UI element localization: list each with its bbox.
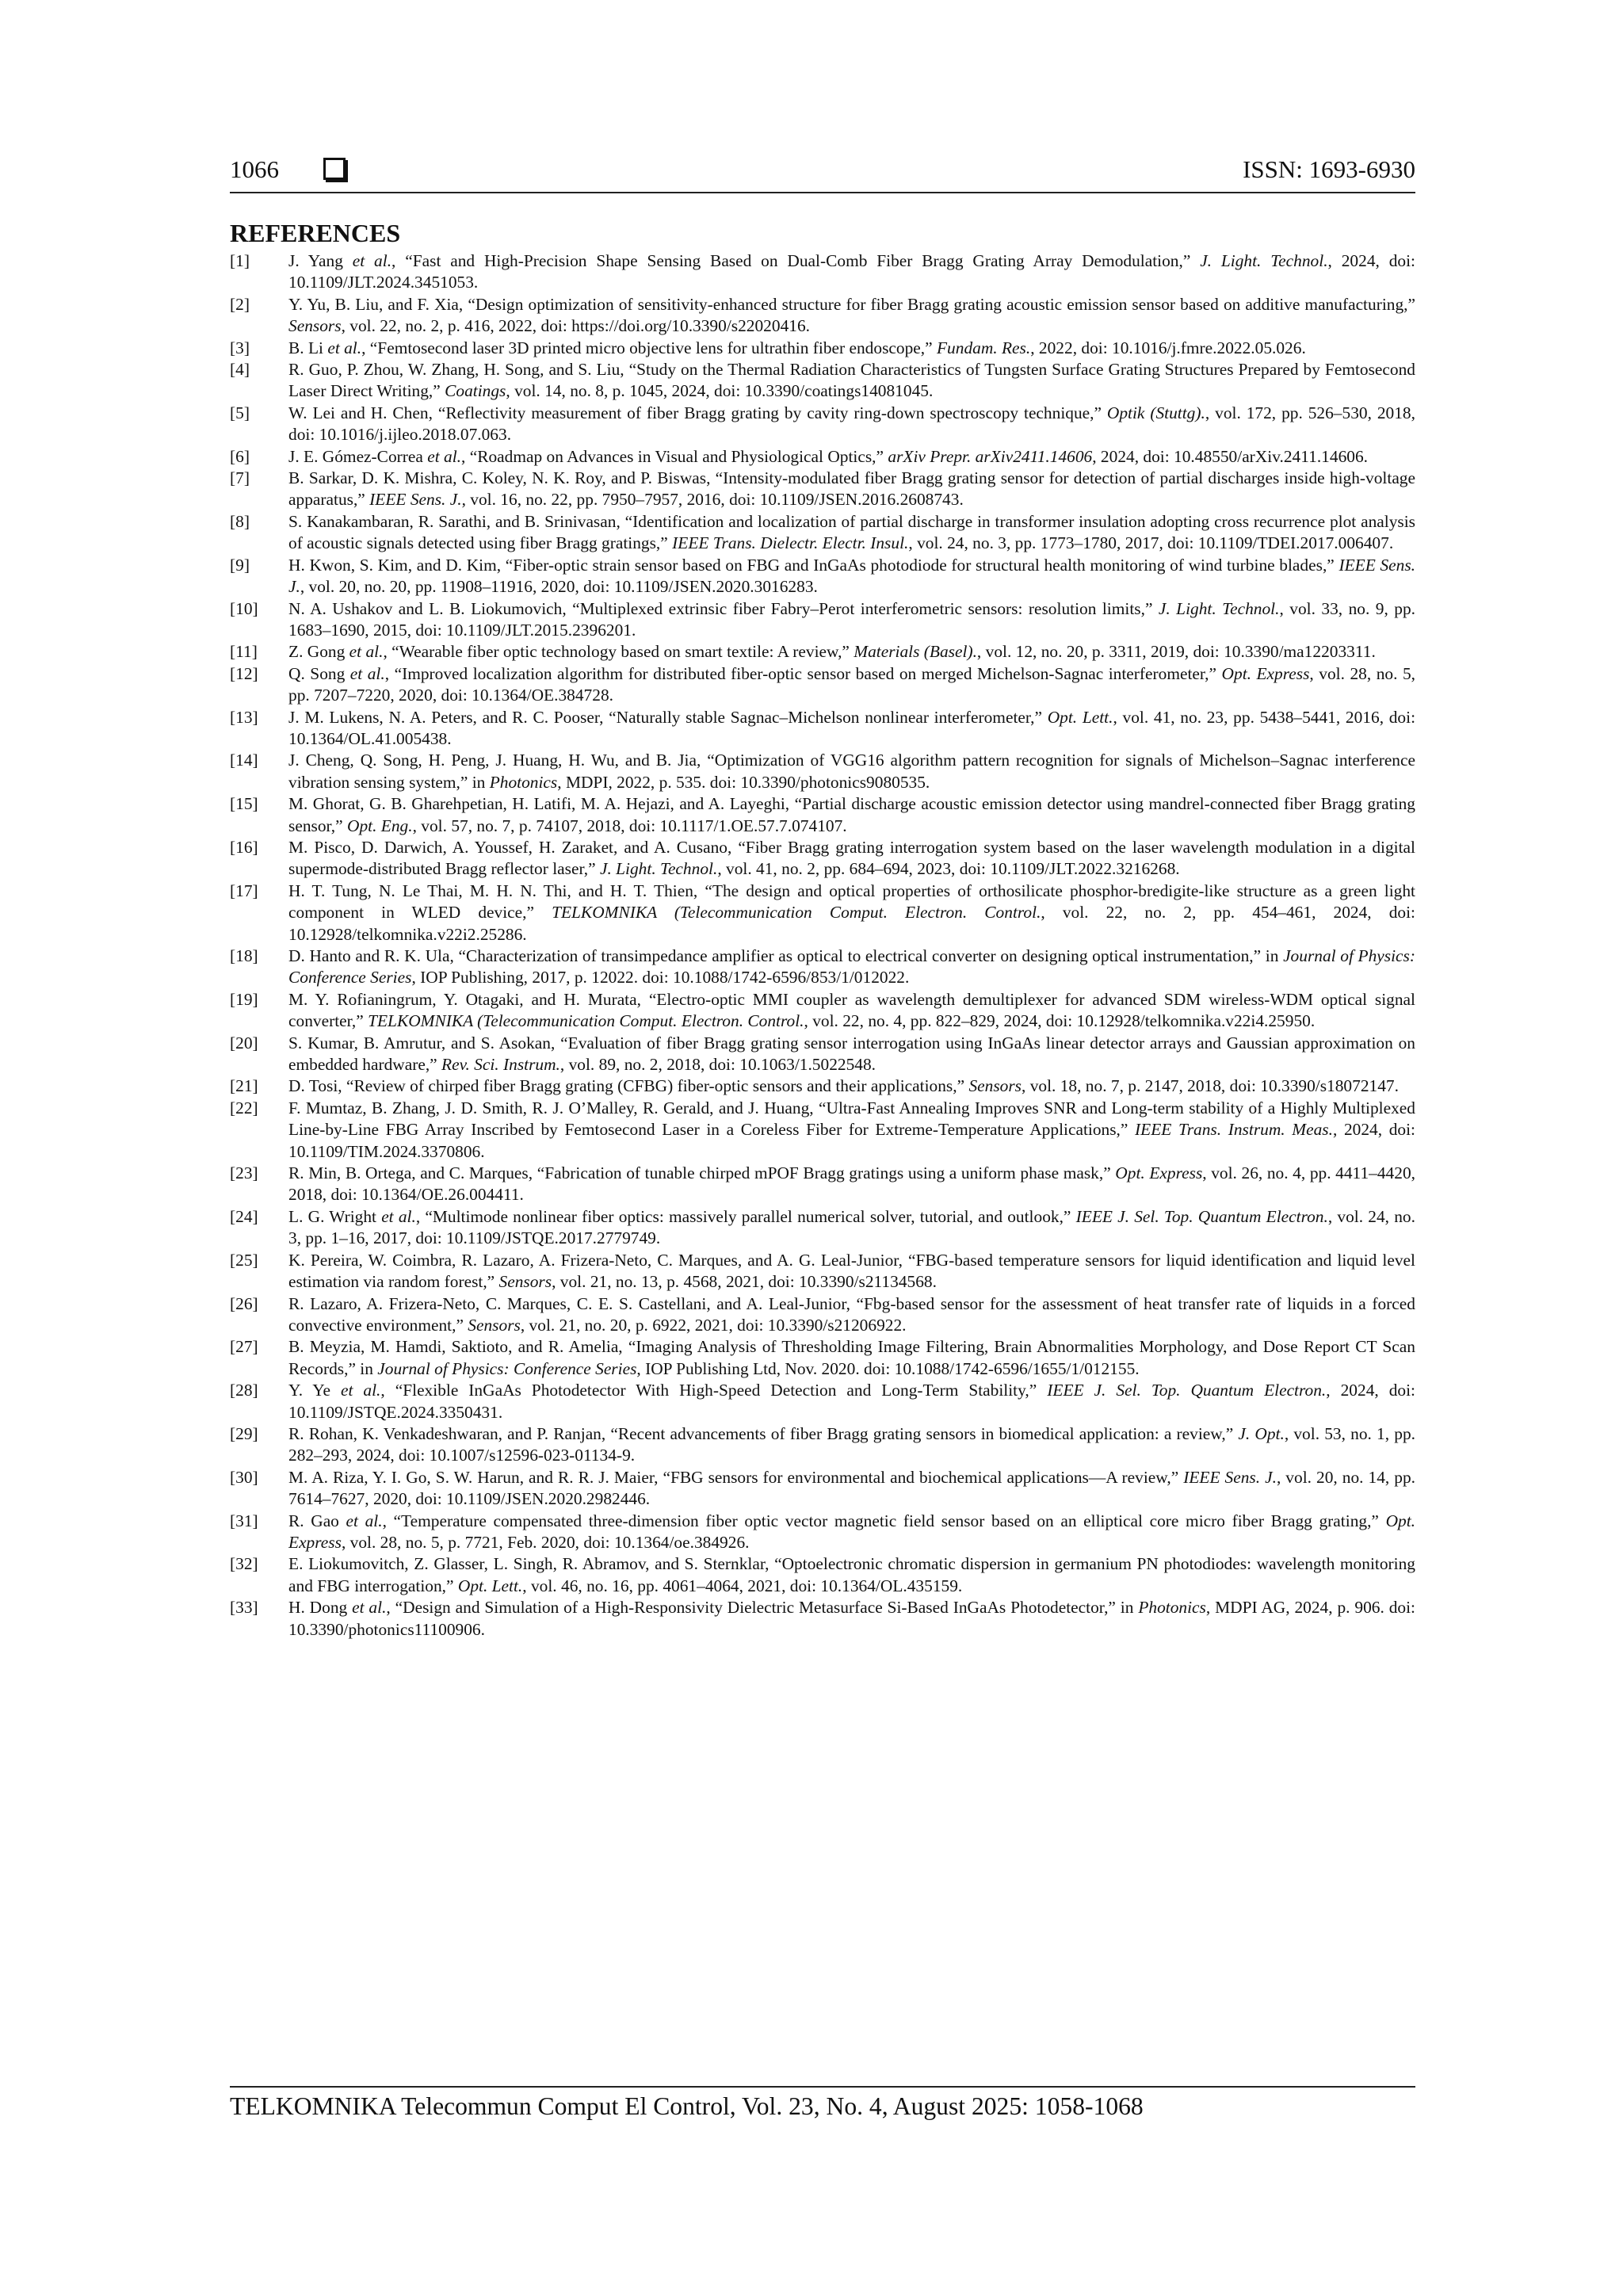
reference-run: S. Kanakambaran, R. Sarathi, and B. Srinivasan, “Identification and localization of partial discharge in transformer insulation adopting cross recurrence plot analysis of acoustic signals detected using fiber Bragg gratings,” [288,511,1415,553]
reference-run: Y. Ye [288,1381,341,1400]
reference-italic-run: IEEE Trans. Instrum. Meas. [1135,1120,1333,1140]
reference-run: E. Liokumovitch, Z. Glasser, L. Singh, R. Abramov, and S. Sternklar, “Optoelectronic chromatic dispersion in germanium PN photodiodes: wavelength monitoring and FBG interrogation,” [288,1554,1415,1595]
reference-run: , “Temperature compensated three-dimension fiber optic vector magnetic field sensor based on an elliptical core micro fiber Bragg grating,” [382,1511,1386,1530]
reference-italic-run: Opt. Express [288,1511,1415,1552]
reference-number: [14] [230,751,258,770]
reference-run: , vol. 89, no. 2, 2018, doi: 10.1063/1.5022548. [559,1055,876,1075]
reference-item [230,750,1415,793]
reference-italic-run: Opt. Eng. [347,816,413,835]
reference-text [288,1250,1415,1293]
reference-text [288,1336,1415,1380]
reference-text [288,1380,1415,1423]
reference-number: [19] [230,989,258,1009]
reference-item [230,1597,1415,1641]
reference-item [230,946,1415,989]
reference-text [288,511,1415,555]
reference-run: , vol. 20, no. 14, pp. 7614–7627, 2020, doi: 10.1109/JSEN.2020.2982446. [288,1467,1415,1509]
reference-number: [9] [230,555,250,575]
reference-run: R. Guo, P. Zhou, W. Zhang, H. Song, and S. Liu, “Study on the Thermal Radiation Characteristics of Tungsten Surface Grating Structures Prepared by Femtosecond Laser Direct Writing,” [288,360,1415,401]
reference-item [230,1467,1415,1511]
reference-italic-run: et al. [346,1511,383,1530]
reference-run: , vol. 12, no. 20, p. 3311, 2019, doi: 10.3390/ma12203311. [976,642,1376,662]
reference-number: [13] [230,707,258,727]
reference-run: , vol. 18, no. 7, p. 2147, 2018, doi: 10.3390/s18072147. [1022,1076,1399,1096]
reference-text [288,1423,1415,1467]
reference-number: [12] [230,663,258,683]
reference-run: , vol. 28, no. 5, p. 7721, Feb. 2020, doi: 10.1364/oe.384926. [341,1532,750,1552]
reference-item [230,555,1415,598]
reference-text [288,989,1415,1033]
reference-number: [16] [230,837,258,857]
reference-italic-run: et al. [352,1598,387,1618]
reference-run: M. Y. Rofianingrum, Y. Otagaki, and H. Murata, “Electro-optic MMI coupler as wavelength demultiplexer for advanced SDM wireless-WDM optical signal converter,” [288,989,1415,1031]
reference-number: [28] [230,1381,258,1400]
reference-number: [23] [230,1163,258,1183]
reference-italic-run: et al. [381,1206,416,1226]
reference-number: [33] [230,1598,258,1618]
reference-italic-run: Coatings [445,381,506,401]
reference-number: [1] [230,251,250,270]
reference-run: , “Fast and High-Precision Shape Sensing Based on Dual-Comb Fiber Bragg Grating Array Demodulation,” [391,251,1201,270]
reference-text [288,555,1415,598]
reference-item [230,663,1415,707]
reference-italic-run: Sensors [968,1076,1022,1096]
reference-run: , vol. 33, no. 9, pp. 1683–1690, 2015, doi: 10.1109/JLT.2015.2396201. [288,598,1415,640]
reference-text [288,707,1415,751]
reference-run: R. Rohan, K. Venkadeshwaran, and P. Ranjan, “Recent advancements of fiber Bragg grating sensors in biomedical application: a review,” [288,1423,1239,1443]
reference-text [288,793,1415,837]
reference-number: [8] [230,511,250,531]
reference-run: , vol. 41, no. 2, pp. 684–694, 2023, doi: 10.1109/JLT.2022.3216268. [717,859,1180,879]
reference-item [230,793,1415,837]
reference-text [288,663,1415,707]
reference-text [288,359,1415,403]
reference-run: Q. Song [288,663,350,683]
reference-run: S. Kumar, B. Amrutur, and S. Asokan, “Evaluation of fiber Bragg grating sensor interrogation using InGaAs linear detector arrays and Gaussian approximation on embedded hardware,” [288,1033,1415,1075]
page-number: 1066 [230,155,279,183]
reference-run: H. T. Tung, N. Le Thai, M. H. N. Thi, and H. T. Thien, “The design and optical properties of orthosilicate phosphor-bredigite-like structure as a green light component in WLED device,” [288,881,1415,923]
reference-run: , vol. 20, no. 20, pp. 11908–11916, 2020, doi: 10.1109/JSEN.2020.3016283. [300,577,818,597]
reference-text [288,1033,1415,1076]
reference-text [288,294,1415,338]
reference-italic-run: IEEE Trans. Dielectr. Electr. Insul. [672,533,909,553]
reference-run: J. E. Gómez-Correa [288,446,428,466]
reference-item [230,1423,1415,1467]
reference-item [230,511,1415,555]
reference-item [230,1098,1415,1163]
reference-text [288,1098,1415,1163]
reference-item [230,403,1415,446]
reference-run: , 2024, doi: 10.1109/TIM.2024.3370806. [288,1120,1415,1161]
reference-run: N. A. Ushakov and L. B. Liokumovich, “Multiplexed extrinsic fiber Fabry–Perot interferometric sensors: resolution limits,” [288,598,1159,618]
reference-run: , “Multimode nonlinear fiber optics: massively parallel numerical solver, tutorial, and outlook,” [415,1206,1076,1226]
section-title: REFERENCES [230,219,401,247]
reference-item [230,468,1415,511]
reference-number: [32] [230,1554,258,1574]
reference-run: , “Roadmap on Advances in Visual and Physiological Optics,” [461,446,888,466]
reference-italic-run: et al. [327,338,362,357]
reference-text [288,946,1415,989]
reference-item [230,294,1415,338]
reference-number: [2] [230,294,250,314]
reference-item [230,446,1415,468]
reference-item [230,250,1415,294]
reference-italic-run: Optik (Stuttg). [1106,403,1205,422]
reference-run: R. Min, B. Ortega, and C. Marques, “Fabrication of tunable chirped mPOF Bragg gratings using a uniform phase mask,” [288,1163,1116,1183]
reference-run: , IOP Publishing Ltd, Nov. 2020. doi: 10.1088/1742-6596/1655/1/012155. [636,1358,1140,1378]
reference-italic-run: IEEE Sens. J. [288,555,1415,597]
page-header [230,155,1415,193]
reference-italic-run: et al. [341,1381,381,1400]
reference-run: , vol. 172, pp. 526–530, 2018, doi: 10.1016/j.ijleo.2018.07.063. [288,403,1415,445]
reference-item [230,1336,1415,1380]
reference-number: [7] [230,468,250,488]
reference-number: [15] [230,794,258,814]
reference-italic-run: IEEE J. Sel. Top. Quantum Electron. [1047,1381,1327,1400]
reference-run: , vol. 21, no. 13, p. 4568, 2021, doi: 10.3390/s21134568. [552,1272,937,1292]
reference-text [288,1206,1415,1250]
reference-number: [6] [230,446,250,466]
reference-italic-run: Opt. Lett. [1047,707,1113,727]
reference-run: J. Yang [288,251,353,270]
reference-number: [30] [230,1467,258,1487]
reference-run: , vol. 21, no. 20, p. 6922, 2021, doi: 10.3390/s21206922. [520,1315,907,1335]
reference-text [288,403,1415,446]
reference-run: , MDPI, 2022, p. 535. doi: 10.3390/photonics9080535. [557,772,930,792]
reference-italic-run: J. Light. Technol. [599,859,718,879]
reference-number: [24] [230,1206,258,1226]
reference-item [230,1206,1415,1250]
reference-text [288,338,1415,359]
reference-run: , “Flexible InGaAs Photodetector With High-Speed Detection and Long-Term Stability,” [380,1381,1048,1400]
reference-italic-run: J. Opt. [1238,1423,1285,1443]
reference-italic-run: Journal of Physics: Conference Series [377,1358,637,1378]
reference-italic-run: Photonics [489,772,558,792]
reference-run: , vol. 46, no. 16, pp. 4061–4064, 2021, doi: 10.1364/OL.435159. [522,1576,963,1595]
reference-italic-run: J. Light. Technol. [1200,251,1328,270]
reference-number: [21] [230,1076,258,1096]
reference-run: , vol. 24, no. 3, pp. 1–16, 2017, doi: 10.1109/JSTQE.2017.2779749. [288,1206,1415,1248]
reference-italic-run: et al. [352,251,392,270]
reference-run: D. Hanto and R. K. Ula, “Characterization of transimpedance amplifier as optical to electrical converter on designing optical instrumentation,” in [288,946,1284,965]
reference-number: [22] [230,1098,258,1117]
reference-number: [29] [230,1423,258,1443]
reference-number: [26] [230,1293,258,1313]
reference-run: , vol. 22, no. 2, p. 416, 2022, doi: https://doi.org/10.3390/s22020416. [341,316,811,336]
reference-run: , 2024, doi: 10.1109/JLT.2024.3451053. [288,251,1415,292]
reference-item [230,881,1415,946]
reference-text [288,250,1415,294]
reference-run: , vol. 26, no. 4, pp. 4411–4420, 2018, doi: 10.1364/OE.26.004411. [288,1163,1415,1205]
reference-italic-run: IEEE J. Sel. Top. Quantum Electron. [1075,1206,1328,1226]
reference-number: [11] [230,642,258,662]
reference-run: , 2022, doi: 10.1016/j.fmre.2022.05.026. [1030,338,1306,357]
reference-run: K. Pereira, W. Coimbra, R. Lazaro, A. Frizera-Neto, C. Marques, and A. G. Leal-Junior, “FBG-based temperature sensors for liquid identification and liquid level estimation via random forest,” [288,1250,1415,1292]
reference-italic-run: arXiv Prepr. arXiv2411.14606 [888,446,1093,466]
reference-run: M. Ghorat, G. B. Gharehpetian, H. Latifi, M. A. Hejazi, and A. Layeghi, “Partial discharge acoustic emission detector using mandrel-connected fiber Bragg grating sensor,” [288,794,1415,835]
reference-run: , vol. 28, no. 5, pp. 7207–7220, 2020, doi: 10.1364/OE.384728. [288,663,1415,705]
reference-italic-run: TELKOMNIKA (Telecommunication Comput. Electron. Control. [368,1011,804,1031]
reference-number: [17] [230,881,258,900]
reference-text [288,1511,1415,1554]
reference-run: , MDPI AG, 2024, p. 906. doi: 10.3390/photonics11100906. [288,1598,1415,1639]
reference-item [230,598,1415,642]
reference-run: , vol. 14, no. 8, p. 1045, 2024, doi: 10.3390/coatings14081045. [506,381,934,401]
reference-number: [20] [230,1033,258,1052]
reference-italic-run: Sensors [468,1315,521,1335]
reference-text [288,837,1415,881]
reference-item [230,1293,1415,1337]
reference-run: L. G. Wright [288,1206,382,1226]
reference-run: , IOP Publishing, 2017, p. 12022. doi: 10.1088/1742-6596/853/1/012022. [411,968,910,988]
reference-run: , “Wearable fiber optic technology based on smart textile: A review,” [383,642,854,662]
reference-text [288,446,1415,468]
reference-italic-run: Materials (Basel). [854,642,977,662]
reference-number: [25] [230,1250,258,1270]
reference-number: [3] [230,338,250,357]
reference-item [230,1511,1415,1554]
reference-text [288,1597,1415,1641]
reference-item [230,1033,1415,1076]
reference-run: M. Pisco, D. Darwich, A. Youssef, H. Zaraket, and A. Cusano, “Fiber Bragg grating interrogation system based on the laser wavelength modulation in a digital supermode-distributed Bragg reflector laser,” [288,837,1415,879]
reference-text [288,1293,1415,1337]
reference-run: W. Lei and H. Chen, “Reflectivity measurement of fiber Bragg grating by cavity ring-down spectroscopy technique,” [288,403,1107,422]
reference-run: , “Design and Simulation of a High-Responsivity Dielectric Metasurface Si-Based InGaAs Photodetector,” in [386,1598,1139,1618]
reference-text [288,1553,1415,1597]
reference-run: , vol. 41, no. 23, pp. 5438–5441, 2016, doi: 10.1364/OL.41.005438. [288,707,1416,748]
reference-run: Y. Yu, B. Liu, and F. Xia, “Design optimization of sensitivity-enhanced structure for fiber Bragg grating acoustic emission sensor based on additive manufacturing,” [288,294,1415,314]
reference-number: [27] [230,1337,258,1357]
reference-italic-run: et al. [427,446,462,466]
reference-item [230,989,1415,1033]
reference-run: , vol. 22, no. 4, pp. 822–829, 2024, doi: 10.12928/telkomnika.v22i4.25950. [804,1011,1316,1031]
reference-italic-run: Opt. Express [1221,663,1310,683]
reference-italic-run: et al. [349,642,384,662]
reference-italic-run: IEEE Sens. J. [1183,1467,1277,1487]
footer-citation: TELKOMNIKA Telecommun Comput El Control, Vol. 23, No. 4, August 2025: 1058-1068 [230,2092,1144,2120]
reference-item [230,1163,1415,1206]
reference-run: B. Meyzia, M. Hamdi, Saktioto, and R. Amelia, “Imaging Analysis of Thresholding Image Filtering, Brain Abnormalities Morphology, and Dose Report CT Scan Records,” in [288,1337,1415,1378]
reference-number: [18] [230,946,258,965]
reference-run: , vol. 22, no. 2, pp. 454–461, 2024, doi: 10.12928/telkomnika.v22i2.25286. [288,903,1415,944]
reference-list [230,250,1415,1641]
reference-run: , 2024, doi: 10.48550/arXiv.2411.14606. [1092,446,1369,466]
reference-run: F. Mumtaz, B. Zhang, J. D. Smith, R. J. O’Malley, R. Gerald, and J. Huang, “Ultra-Fast Annealing Improves SNR and Long-term stability of a Highly Multiplexed Line-by-Line FBG Array Inscribed by Femtosecond Laser in a Coreless Fiber for Extreme-Temperature Applications,” [288,1098,1415,1140]
reference-run: J. M. Lukens, N. A. Peters, and R. C. Pooser, “Naturally stable Sagnac–Michelson nonlinear interferometer,” [288,707,1048,727]
reference-text [288,641,1415,663]
reference-run: , 2024, doi: 10.1109/JSTQE.2024.3350431. [288,1381,1415,1422]
reference-run: Z. Gong [288,642,349,662]
reference-item [230,641,1415,663]
reference-item [230,1553,1415,1597]
reference-italic-run: Sensors [498,1272,552,1292]
reference-item [230,1250,1415,1293]
reference-italic-run: Opt. Lett. [457,1576,523,1595]
reference-text [288,881,1415,946]
reference-run: , vol. 57, no. 7, p. 74107, 2018, doi: 10.1117/1.OE.57.7.074107. [412,816,847,835]
reference-item [230,1380,1415,1423]
reference-run: J. Cheng, Q. Song, H. Peng, J. Huang, H. Wu, and B. Jia, “Optimization of VGG16 algorithm pattern recognition for signals of Michelson–Sagnac interference vibration sensing system,” in [288,751,1415,792]
reference-italic-run: Opt. Express [1115,1163,1203,1183]
reference-run: R. Lazaro, A. Frizera-Neto, C. Marques, C. E. S. Castellani, and A. Leal-Junior, “Fbg-based sensor for the assessment of heat transfer rate of liquids in a forced convective environment,” [288,1293,1415,1335]
reference-run: , vol. 16, no. 22, pp. 7950–7957, 2016, doi: 10.1109/JSEN.2016.2608743. [461,490,964,510]
reference-run: B. Sarkar, D. K. Mishra, C. Koley, N. K. Roy, and P. Biswas, “Intensity-modulated fiber Bragg grating sensor for detection of partial discharges inside high-voltage apparatus,” [288,468,1415,510]
footer-divider [230,2086,1415,2088]
reference-italic-run: IEEE Sens. J. [369,490,462,510]
square-bullet-icon [323,158,346,180]
reference-text [288,1467,1415,1511]
reference-text [288,750,1415,793]
reference-text [288,598,1415,642]
reference-item [230,338,1415,359]
reference-run: D. Tosi, “Review of chirped fiber Bragg grating (CFBG) fiber-optic sensors and their applications,” [288,1076,969,1096]
reference-run: M. A. Riza, Y. I. Go, S. W. Harun, and R. R. J. Maier, “FBG sensors for environmental and biochemical applications—A review,” [288,1467,1184,1487]
reference-item [230,1075,1415,1097]
reference-number: [5] [230,403,250,422]
reference-italic-run: Rev. Sci. Instrum. [441,1055,560,1075]
reference-italic-run: Journal of Physics: Conference Series [288,946,1415,988]
reference-italic-run: Sensors [288,316,342,336]
reference-item [230,707,1415,751]
issn-label: ISSN: 1693-6930 [1243,155,1415,183]
reference-italic-run: J. Light. Technol. [1158,598,1280,618]
reference-run: , vol. 24, no. 3, pp. 1773–1780, 2017, doi: 10.1109/TDEI.2017.006407. [908,533,1394,553]
reference-run: H. Dong [288,1598,353,1618]
reference-italic-run: Fundam. Res. [936,338,1031,357]
reference-number: [31] [230,1511,258,1530]
reference-italic-run: et al. [349,663,385,683]
reference-item [230,837,1415,881]
reference-item [230,359,1415,403]
reference-run: R. Gao [288,1511,346,1530]
reference-text [288,1163,1415,1206]
reference-number: [4] [230,360,250,380]
reference-italic-run: Photonics [1138,1598,1206,1618]
reference-run: H. Kwon, S. Kim, and D. Kim, “Fiber-optic strain sensor based on FBG and InGaAs photodiode for structural health monitoring of wind turbine blades,” [288,555,1339,575]
reference-text [288,1075,1415,1097]
reference-run: , “Femtosecond laser 3D printed micro objective lens for ultrathin fiber endoscope,” [361,338,937,357]
reference-run: B. Li [288,338,328,357]
reference-text [288,468,1415,511]
reference-number: [10] [230,598,258,618]
reference-italic-run: TELKOMNIKA (Telecommunication Comput. Electron. Control. [552,903,1041,923]
reference-run: , “Improved localization algorithm for distributed fiber-optic sensor based on merged Michelson-Sagnac interferometer,” [384,663,1222,683]
reference-run: , vol. 53, no. 1, pp. 282–293, 2024, doi: 10.1007/s12596-023-01134-9. [288,1423,1416,1465]
